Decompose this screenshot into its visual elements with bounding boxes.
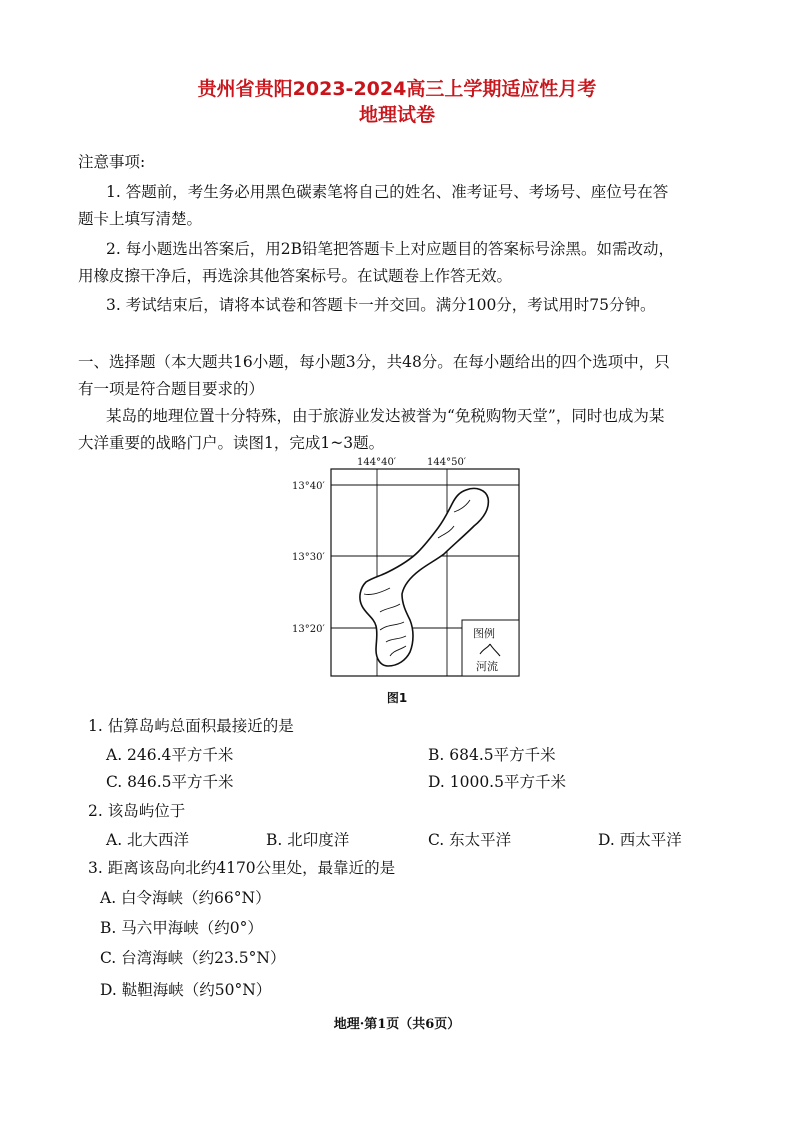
- notice-item-2-line-1: 2. 每小题选出答案后，用2B铅笔把答题卡上对应题目的答案标号涂黑。如需改动，: [106, 240, 674, 258]
- notice-item-1-line-2: 题卡上填写清楚。: [78, 210, 203, 228]
- latitude-label-13-30: 13°30′: [292, 552, 325, 563]
- question-2-option-d: D. 西太平洋: [598, 831, 682, 849]
- notice-item-3: 3. 考试结束后，请将本试卷和答题卡一并交回。满分100分，考试用时75分钟。: [106, 296, 656, 314]
- latitude-label-13-20: 13°20′: [292, 624, 325, 635]
- section-1-heading-line-1: 一、选择题（本大题共16小题，每小题3分，共48分。在每小题给出的四个选项中，只: [78, 353, 670, 371]
- notice-item-1-line-1: 1. 答题前，考生务必用黑色碳素笔将自己的姓名、准考证号、考场号、座位号在答: [106, 183, 669, 201]
- exam-title: 贵州省贵阳2023-2024高三上学期适应性月考: [197, 78, 597, 100]
- question-3-option-d: D. 鞑靼海峡（约50°N）: [100, 981, 272, 999]
- question-1-option-d: D. 1000.5平方千米: [428, 773, 566, 791]
- island-map-figure: [290, 452, 530, 688]
- question-3-option-b: B. 马六甲海峡（约0°）: [100, 919, 263, 937]
- passage-line-2: 大洋重要的战略门户。读图1，完成1~3题。: [78, 434, 385, 452]
- notice-item-2-line-2: 用橡皮擦干净后，再选涂其他答案标号。在试题卷上作答无效。: [78, 267, 513, 285]
- longitude-label-144-40: 144°40′: [357, 457, 397, 468]
- legend-title: 图例: [473, 627, 495, 640]
- question-3-option-c: C. 台湾海峡（约23.5°N）: [100, 949, 286, 967]
- question-2-option-c: C. 东太平洋: [428, 831, 512, 849]
- latitude-label-13-40: 13°40′: [292, 481, 325, 492]
- exam-subject-title: 地理试卷: [358, 104, 435, 126]
- question-3-stem: 3. 距离该岛向北约4170公里处，最靠近的是: [88, 859, 396, 877]
- figure-caption: 图1: [386, 691, 408, 705]
- section-1-heading-line-2: 有一项是符合题目要求的）: [78, 380, 265, 398]
- question-2-stem: 2. 该岛屿位于: [88, 802, 186, 820]
- notice-heading: 注意事项:: [78, 153, 146, 171]
- question-2-option-b: B. 北印度洋: [266, 831, 350, 849]
- passage-line-1: 某岛的地理位置十分特殊，由于旅游业发达被誉为“免税购物天堂”，同时也成为某: [106, 407, 665, 425]
- question-1-option-c: C. 846.5平方千米: [106, 773, 234, 791]
- question-3-option-a: A. 白令海峡（约66°N）: [100, 889, 271, 907]
- legend-river-label: 河流: [476, 660, 498, 673]
- question-1-stem: 1. 估算岛屿总面积最接近的是: [88, 717, 294, 735]
- question-1-option-a: A. 246.4平方千米: [106, 746, 234, 764]
- question-2-option-a: A. 北大西洋: [106, 831, 190, 849]
- question-1-option-b: B. 684.5平方千米: [428, 746, 556, 764]
- longitude-label-144-50: 144°50′: [427, 457, 467, 468]
- page-footer: 地理·第1页（共6页）: [333, 1017, 461, 1032]
